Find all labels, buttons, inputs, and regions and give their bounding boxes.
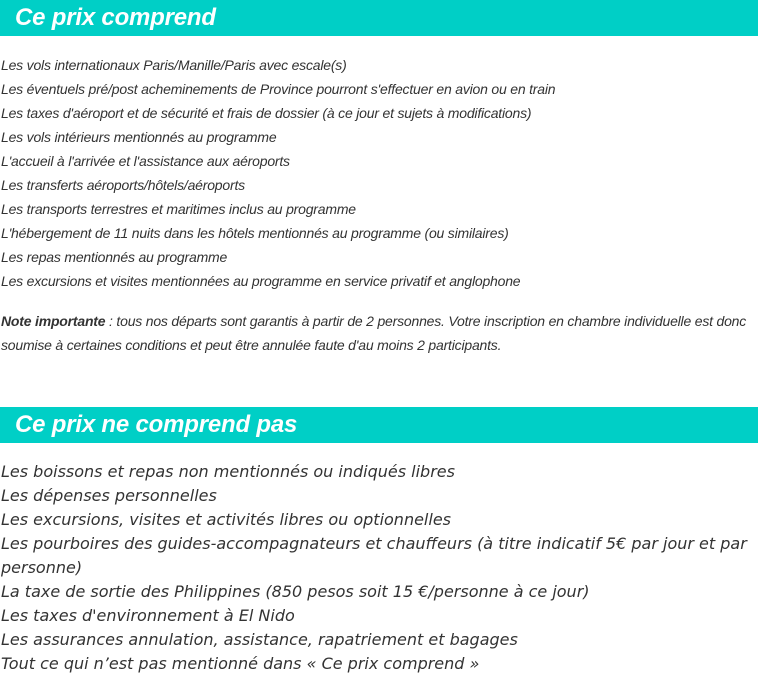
excluded-item: Les boissons et repas non mentionnés ou indiqués libres [1,462,455,481]
excluded-section-title: Ce prix ne comprend pas [15,411,298,438]
excluded-item: Les excursions, visites et activités libres ou optionnelles [1,510,451,529]
important-note-text: : tous nos départs sont garantis à partir de 2 personnes. Votre inscription en chambre individuelle est donc soumise à certaines conditions et peut être annulée faute d'au moins 2 participants. [1,313,747,353]
important-note [1,309,753,357]
included-item: Les vols internationaux Paris/Manille/Paris avec escale(s) [1,57,347,73]
excluded-item: Les pourboires des guides-accompagnateurs et chauffeurs (à titre indicatif 5€ par jour et par personne) [1,534,747,577]
included-item: Les taxes d'aéroport et de sécurité et frais de dossier (à ce jour et sujets à modifications) [1,105,532,121]
excluded-item: La taxe de sortie des Philippines (850 pesos soit 15 €/personne à ce jour) [1,582,590,601]
included-item: Les transferts aéroports/hôtels/aéroports [1,177,245,193]
excluded-item: Tout ce qui n’est pas mentionné dans « Ce prix comprend » [1,654,480,673]
included-items-list [1,53,756,293]
included-item: L'hébergement de 11 nuits dans les hôtels mentionnés au programme (ou similaires) [1,225,509,241]
excluded-section-header [0,407,758,443]
excluded-item: Les assurances annulation, assistance, rapatriement et bagages [1,630,518,649]
important-note-label: Note importante [1,313,106,329]
included-item: Les repas mentionnés au programme [1,249,228,265]
included-item: Les vols intérieurs mentionnés au programme [1,129,277,145]
included-item: L'accueil à l'arrivée et l'assistance aux aéroports [1,153,290,169]
included-item: Les éventuels pré/post acheminements de Province pourront s'effectuer en avion ou en train [1,81,556,97]
included-section-header [0,0,758,36]
included-item: Les excursions et visites mentionnées au programme en service privatif et anglophone [1,273,521,289]
excluded-items-list [1,460,756,676]
included-item: Les transports terrestres et maritimes inclus au programme [1,201,356,217]
included-section-title: Ce prix comprend [15,4,216,31]
excluded-item: Les dépenses personnelles [1,486,217,505]
excluded-item: Les taxes d'environnement à El Nido [1,606,295,625]
